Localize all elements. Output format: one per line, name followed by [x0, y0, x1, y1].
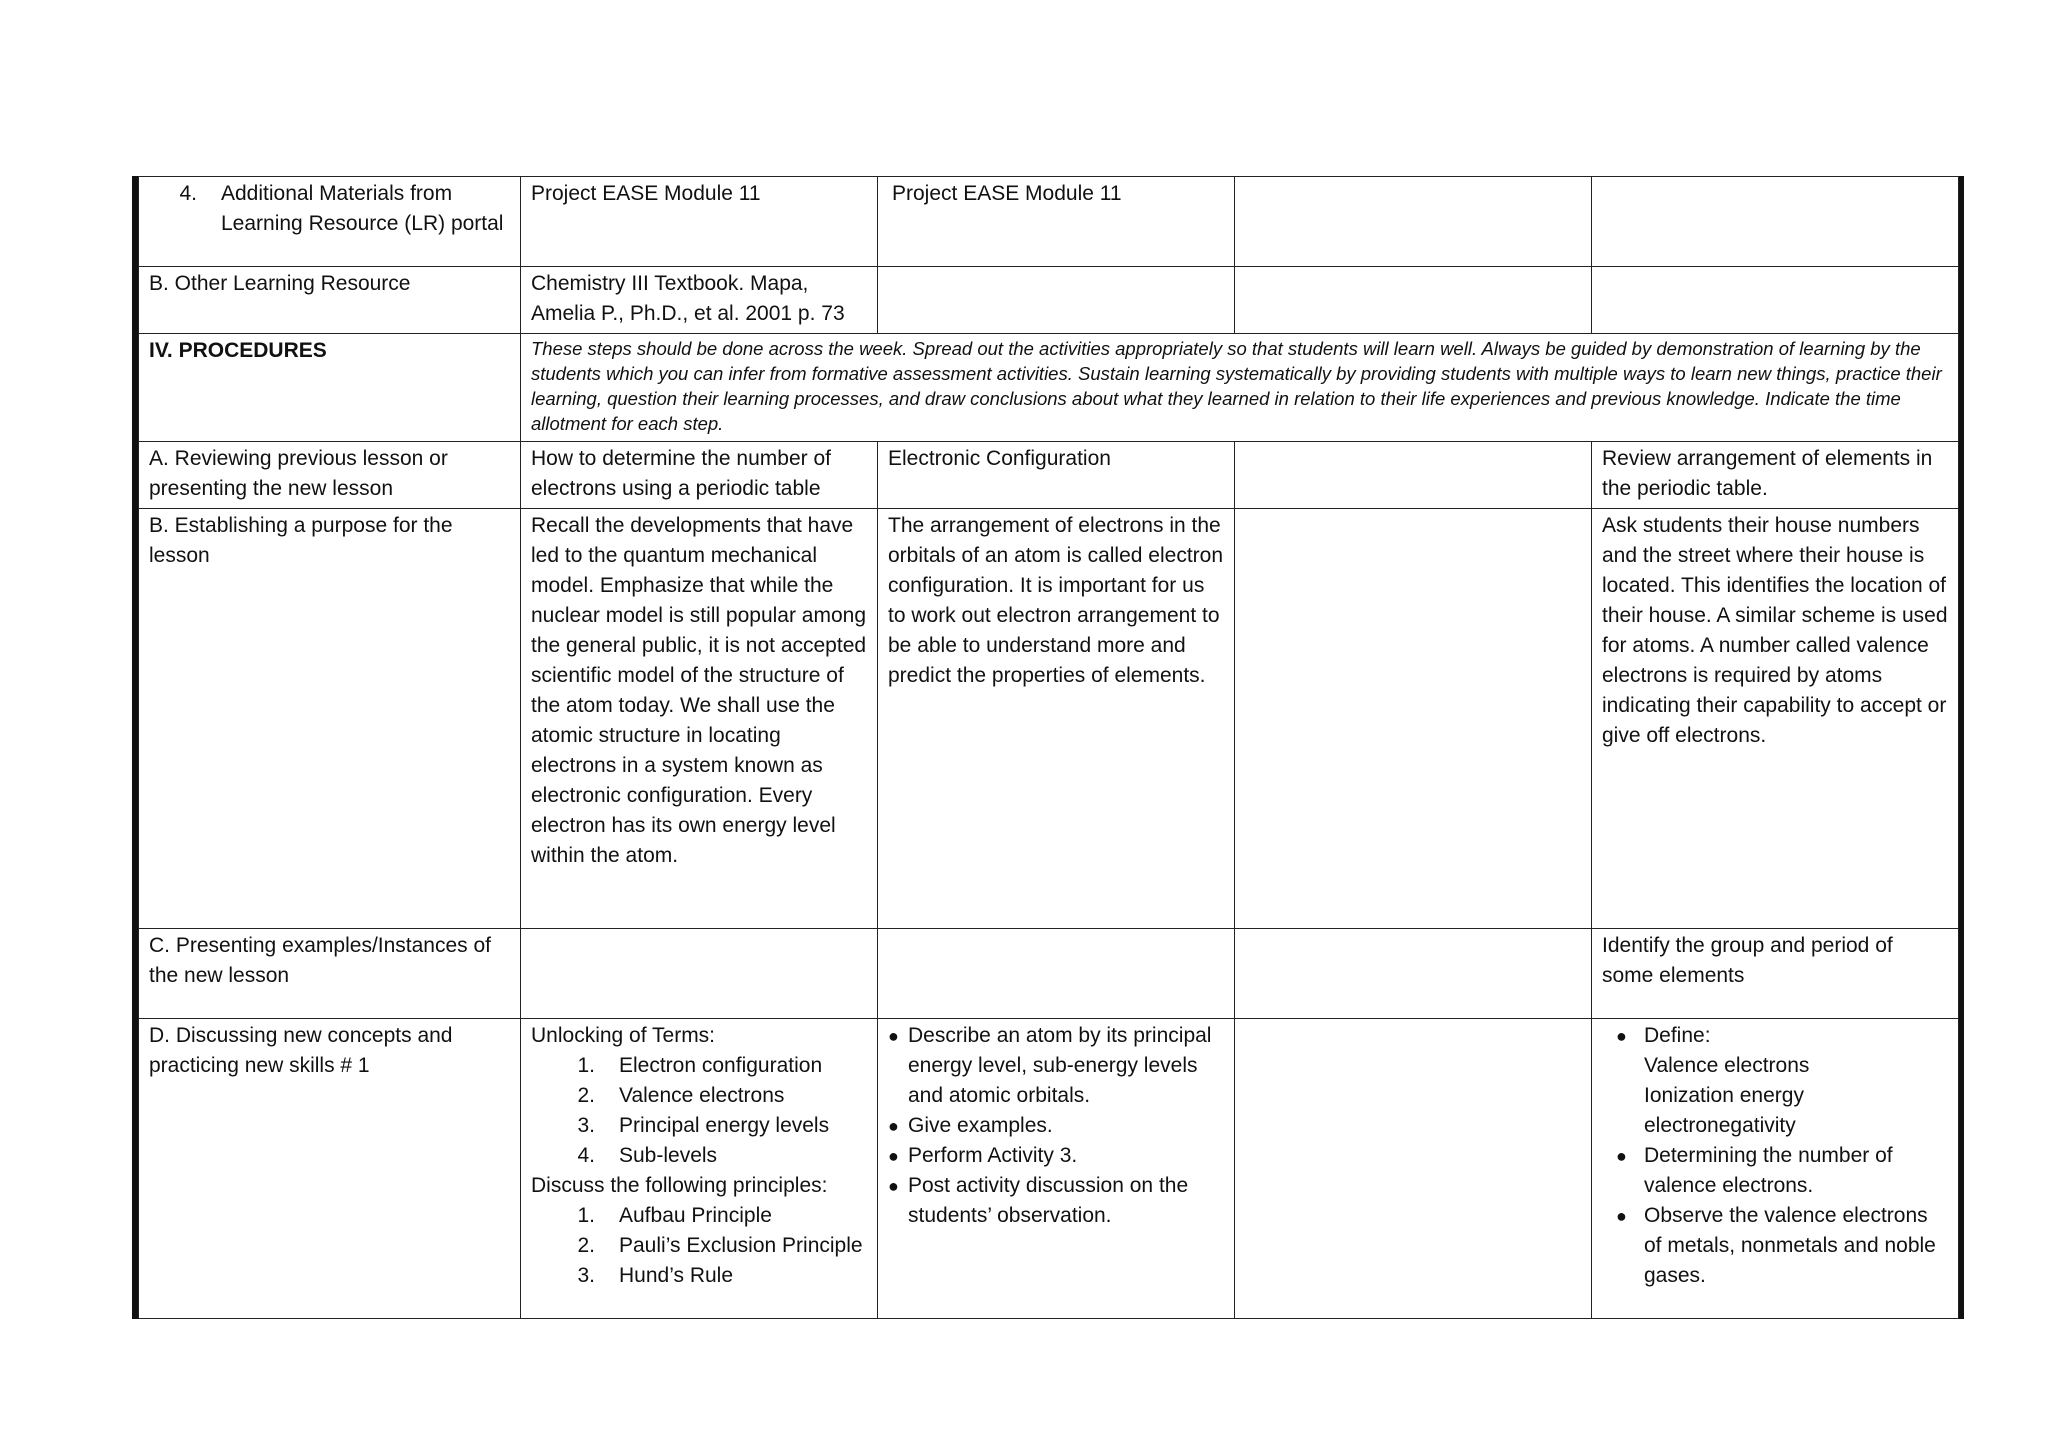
item-text: Post activity discussion on the students’ observation. — [908, 1174, 1189, 1227]
cell-wednesday — [1235, 442, 1592, 509]
cell-tuesday — [878, 267, 1235, 334]
item-number: 3. — [577, 1264, 595, 1287]
list-item — [888, 1111, 1224, 1141]
tuesday-bullets — [888, 1021, 1224, 1231]
cell-tuesday — [878, 1019, 1235, 1319]
item-text: Additional Materials from Learning Resource (LR) portal — [221, 182, 504, 235]
bullet-icon: ● — [1616, 1026, 1627, 1046]
item-number: 1. — [577, 1054, 595, 1077]
item-text: Valence electrons — [619, 1084, 785, 1107]
item-number: 4. — [577, 1144, 595, 1167]
row-reviewing-previous-lesson — [139, 442, 1959, 509]
cell-monday: Project EASE Module 11 — [521, 177, 878, 267]
row-additional-materials — [139, 177, 1959, 267]
row-discussing-new-concepts — [139, 1019, 1959, 1319]
term-text: Valence electrons — [1644, 1054, 1810, 1077]
item-text: Electron configuration — [619, 1054, 823, 1077]
cell-thursday — [1592, 1019, 1959, 1319]
terms-list — [531, 1051, 867, 1171]
list-item — [149, 179, 510, 239]
list-item — [531, 1111, 867, 1141]
cell-monday: Recall the developments that have led to the quantum mechanical model. Emphasize that while the nuclear model is still popular among the general public, it is not accepted scientific model of the structure of the atom today. We shall use the atomic structure in locating electrons in a system known as electronic configuration. Every electron has its own energy level within the atom. — [521, 509, 878, 929]
cell-thursday: Review arrangement of elements in the periodic table. — [1592, 442, 1959, 509]
friday-bullets — [1602, 1021, 1948, 1291]
item-text: Hund’s Rule — [619, 1264, 734, 1287]
cell-monday — [521, 929, 878, 1019]
cell-thursday — [1592, 267, 1959, 334]
daily-lesson-log-table — [138, 176, 1959, 1319]
row-label — [139, 177, 521, 267]
bullet-icon: ● — [1616, 1146, 1627, 1166]
unlocking-heading: Unlocking of Terms: — [531, 1024, 716, 1047]
row-label: C. Presenting examples/Instances of the new lesson — [139, 929, 521, 1019]
item-text: Perform Activity 3. — [908, 1144, 1078, 1167]
cell-wednesday — [1235, 509, 1592, 929]
list-item — [531, 1231, 867, 1261]
list-item — [531, 1051, 867, 1081]
term-text: Ionization energy — [1644, 1084, 1804, 1107]
item-number: 4. — [179, 182, 197, 205]
bullet-icon: ● — [1616, 1206, 1627, 1226]
cell-thursday — [1592, 177, 1959, 267]
list-item — [531, 1201, 867, 1231]
list-item — [888, 1021, 1224, 1111]
bullet-icon: ● — [888, 1116, 899, 1136]
cell-monday: How to determine the number of electrons using a periodic table — [521, 442, 878, 509]
item-number: 1. — [577, 1204, 595, 1227]
item-text: Give examples. — [908, 1114, 1053, 1137]
cell-wednesday — [1235, 267, 1592, 334]
cell-tuesday — [878, 929, 1235, 1019]
cell-wednesday — [1235, 177, 1592, 267]
list-item — [888, 1141, 1224, 1171]
cell-wednesday — [1235, 1019, 1592, 1319]
bullet-icon: ● — [888, 1146, 899, 1166]
list-item — [1616, 1201, 1948, 1291]
row-establishing-purpose — [139, 509, 1959, 929]
item-number: 2. — [577, 1234, 595, 1257]
row-procedures — [139, 334, 1959, 442]
item-text: Aufbau Principle — [619, 1204, 772, 1227]
term-text: electronegativity — [1644, 1114, 1796, 1137]
cell-tuesday: Electronic Configuration — [878, 442, 1235, 509]
bullet-icon: ● — [888, 1026, 899, 1046]
item-text: Define: — [1644, 1024, 1711, 1047]
list-item — [531, 1081, 867, 1111]
item-number: 2. — [577, 1084, 595, 1107]
principles-list — [531, 1201, 867, 1291]
bullet-icon: ● — [888, 1176, 899, 1196]
cell-thursday: Ask students their house numbers and the street where their house is located. This identifies the location of their house. A similar scheme is used for atoms. A number called valence electrons is required by atoms indicating their capability to accept or give off electrons. — [1592, 509, 1959, 929]
item-text: Describe an atom by its principal energy level, sub-energy levels and atomic orbitals. — [908, 1024, 1212, 1107]
item-text: Sub-levels — [619, 1144, 718, 1167]
row-label: B. Other Learning Resource — [139, 267, 521, 334]
procedures-note: These steps should be done across the week. Spread out the activities appropriately so that students will learn well. Always be guided by demonstration of learning by the students which you can infer from formative assessment activities. Sustain learning systematically by providing students with multiple ways to learn new things, practice their learning, question their learning processes, and draw conclusions about what they learned in relation to their life experiences and previous knowledge. Indicate the time allotment for each step. — [521, 334, 1959, 442]
item-text: Observe the valence electrons of metals, nonmetals and noble gases. — [1644, 1204, 1936, 1287]
item-text: Principal energy levels — [619, 1114, 830, 1137]
principles-heading: Discuss the following principles: — [531, 1174, 828, 1197]
cell-tuesday: Project EASE Module 11 — [878, 177, 1235, 267]
list-item — [888, 1171, 1224, 1231]
row-label: IV. PROCEDURES — [139, 334, 521, 442]
item-text: Pauli’s Exclusion Principle — [619, 1234, 863, 1257]
lesson-plan-sheet — [132, 176, 1964, 1319]
list-item — [1616, 1141, 1948, 1201]
item-number: 3. — [577, 1114, 595, 1137]
row-other-learning-resource — [139, 267, 1959, 334]
row-label: D. Discussing new concepts and practicing new skills # 1 — [139, 1019, 521, 1319]
list-item — [531, 1261, 867, 1291]
cell-monday: Chemistry III Textbook. Mapa, Amelia P., Ph.D., et al. 2001 p. 73 — [521, 267, 878, 334]
item-text: Determining the number of valence electrons. — [1644, 1144, 1893, 1197]
list-item — [531, 1141, 867, 1171]
cell-thursday: Identify the group and period of some elements — [1592, 929, 1959, 1019]
row-presenting-examples — [139, 929, 1959, 1019]
cell-wednesday — [1235, 929, 1592, 1019]
row-label: A. Reviewing previous lesson or presenting the new lesson — [139, 442, 521, 509]
cell-tuesday: The arrangement of electrons in the orbitals of an atom is called electron configuration. It is important for us to work out electron arrangement to be able to understand more and predict the properties of elements. — [878, 509, 1235, 929]
list-item — [1616, 1021, 1948, 1141]
cell-monday — [521, 1019, 878, 1319]
row-label: B. Establishing a purpose for the lesson — [139, 509, 521, 929]
